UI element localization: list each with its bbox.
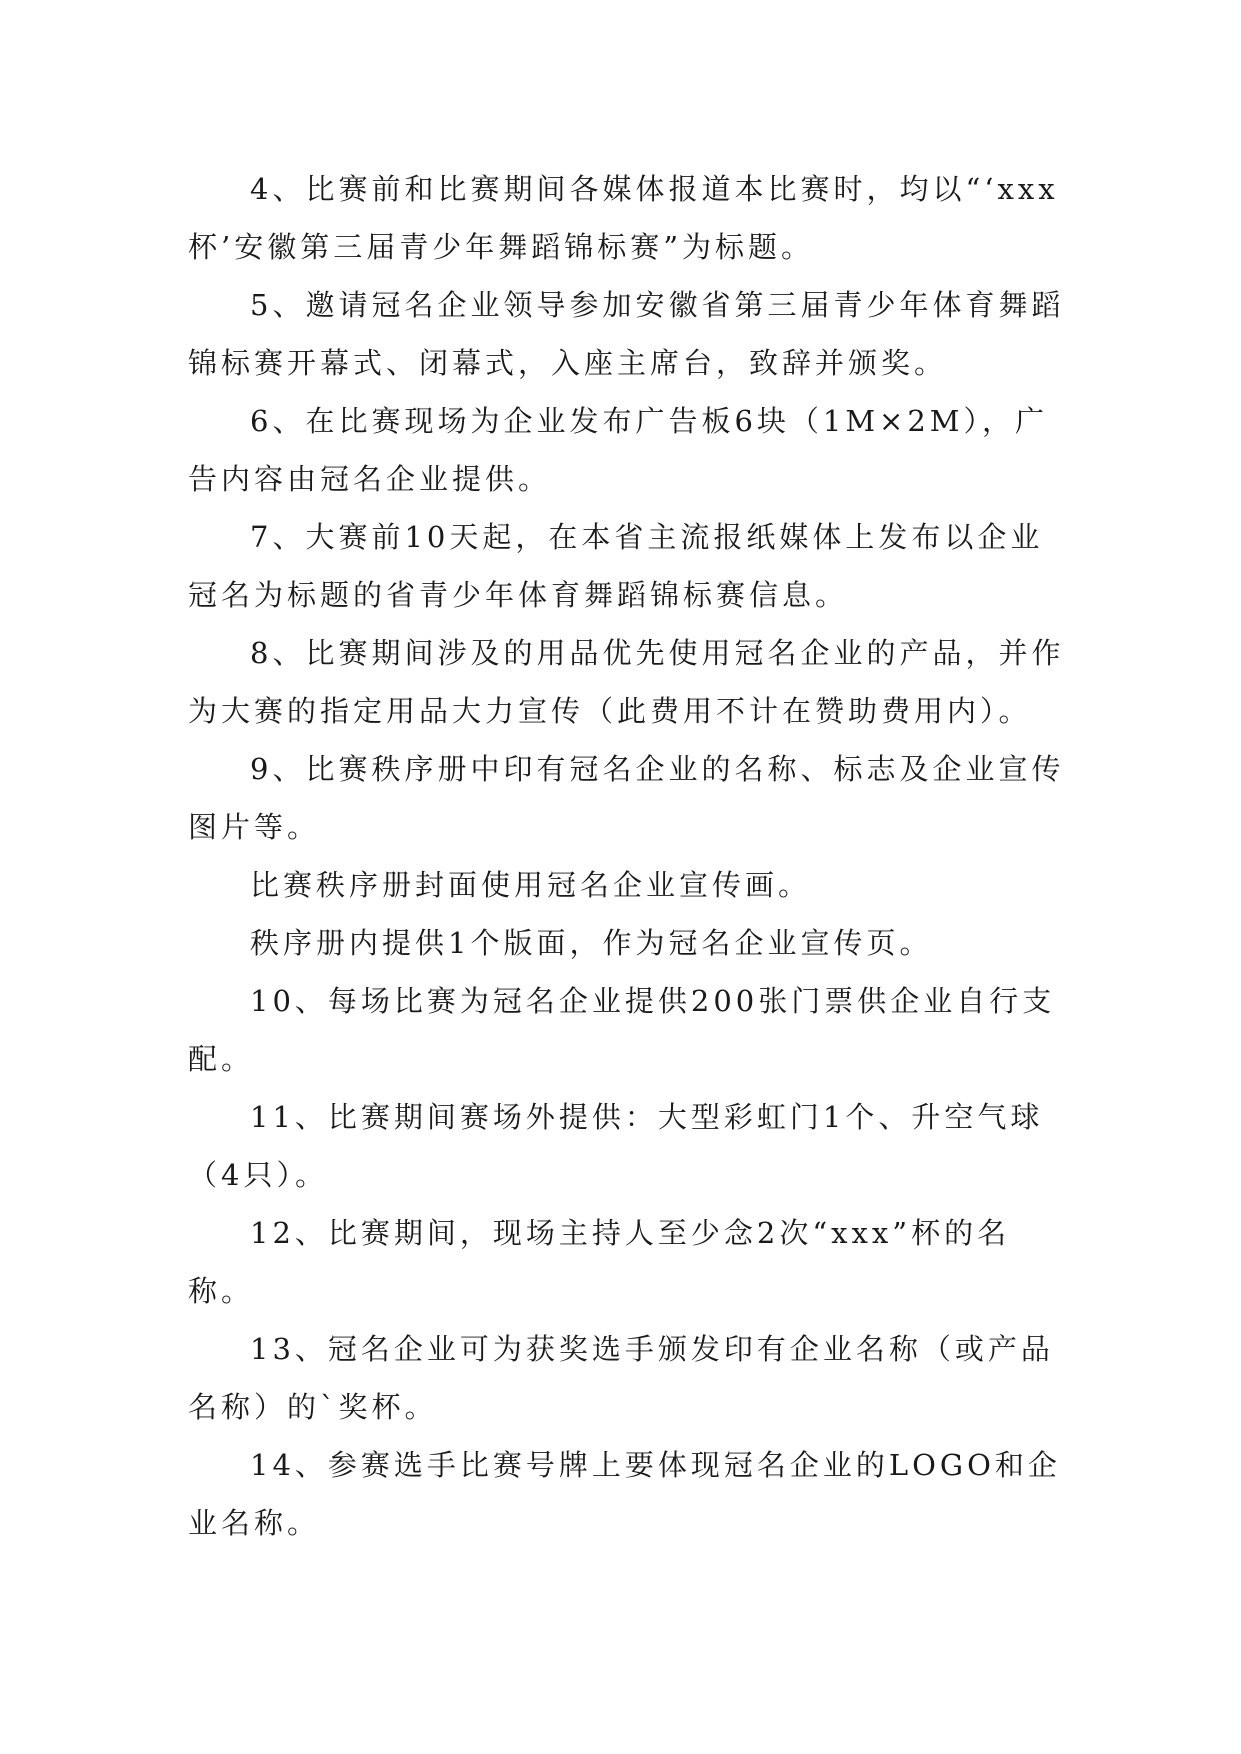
paragraph-item-6: 6、在比赛现场为企业发布广告板6块（1M×2M），广告内容由冠名企业提供。 — [188, 404, 1048, 496]
paragraph-item-7: 7、大赛前10天起，在本省主流报纸媒体上发布以企业冠名为标题的省青少年体育舞蹈锦标赛信息。 — [188, 520, 1044, 612]
paragraph-item-5: 5、邀请冠名企业领导参加安徽省第三届青少年体育舞蹈锦标赛开幕式、闭幕式，入座主席台，致辞并颁奖。 — [188, 288, 1065, 380]
paragraph-program-cover: 比赛秩序册封面使用冠名企业宣传画。 — [250, 868, 812, 902]
paragraph-item-13: 13、冠名企业可为获奖选手颁发印有企业名称（或产品名称）的`奖杯。 — [188, 1332, 1054, 1424]
paragraph-program-page: 秩序册内提供1个版面，作为冠名企业宣传页。 — [250, 926, 933, 960]
document-body — [188, 160, 1068, 1552]
paragraph-item-4: 4、比赛前和比赛期间各媒体报道本比赛时，均以“‘xxx杯’安徽第三届青少年舞蹈锦标赛”为标题。 — [188, 172, 1059, 264]
paragraph-item-10: 10、每场比赛为冠名企业提供200张门票供企业自行支配。 — [188, 984, 1056, 1076]
paragraph-item-12: 12、比赛期间，现场主持人至少念2次“xxx”杯的名称。 — [188, 1216, 1011, 1308]
paragraph-item-8: 8、比赛期间涉及的用品优先使用冠名企业的产品，并作为大赛的指定用品大力宣传（此费用不计在赞助费用内）。 — [188, 636, 1065, 728]
paragraph-item-11: 11、比赛期间赛场外提供：大型彩虹门1个、升空气球（4只）。 — [188, 1100, 1044, 1192]
paragraph-item-14: 14、参赛选手比赛号牌上要体现冠名企业的LOGO和企业名称。 — [188, 1448, 1061, 1540]
paragraph-item-9: 9、比赛秩序册中印有冠名企业的名称、标志及企业宣传图片等。 — [188, 752, 1065, 844]
